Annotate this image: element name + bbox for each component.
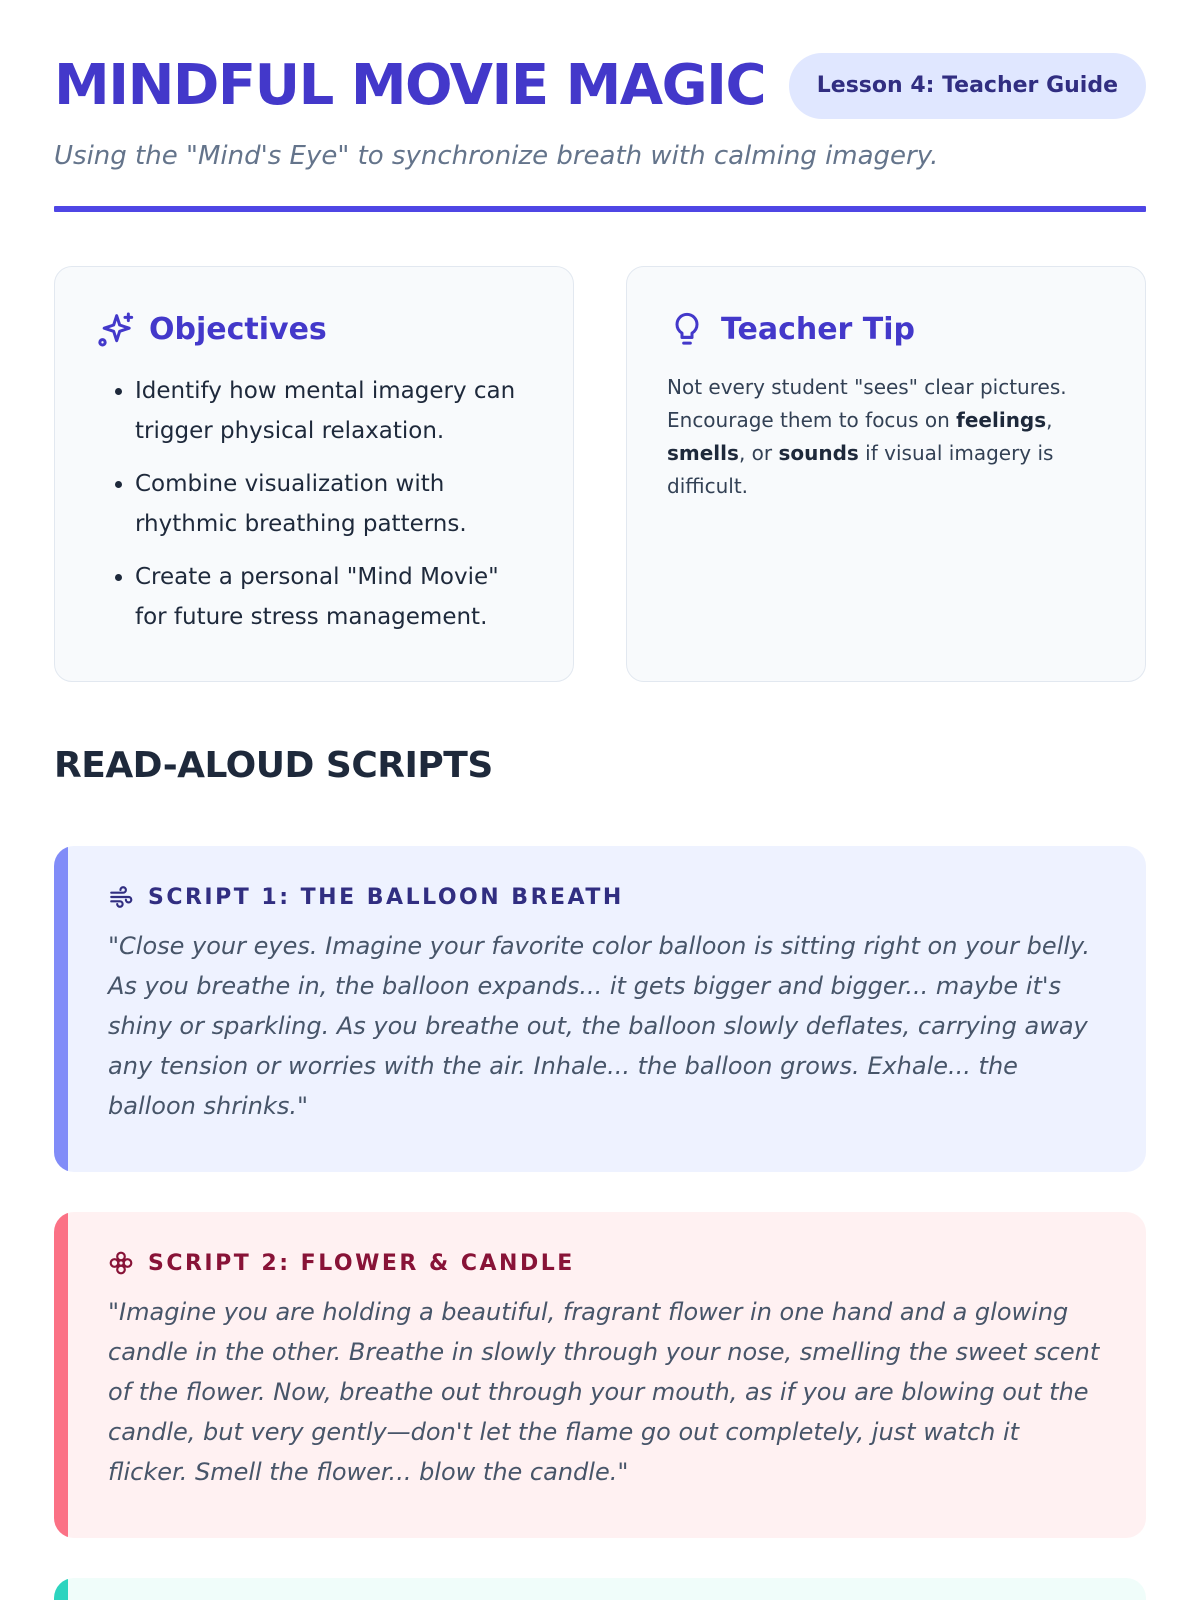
- page-subtitle: Using the "Mind's Eye" to synchronize breath with calming imagery.: [54, 141, 939, 171]
- script-card-balloon: [54, 846, 1146, 1172]
- tip-emphasis-smells: smells: [667, 441, 739, 465]
- script-title: SCRIPT 1: THE BALLOON BREATH: [148, 884, 624, 910]
- lesson-badge: Lesson 4: Teacher Guide: [789, 53, 1146, 119]
- objectives-list: [95, 371, 533, 637]
- teacher-tip-card: [626, 266, 1146, 682]
- tip-text-part: ,: [1046, 408, 1053, 432]
- header-divider: [54, 206, 1146, 212]
- tip-text-part: if visual imagery is difficult.: [667, 441, 1054, 498]
- section-title: READ-ALOUD SCRIPTS: [54, 745, 493, 786]
- tip-emphasis-sounds: sounds: [778, 441, 859, 465]
- page-title: MINDFUL MOVIE MAGIC: [54, 53, 766, 118]
- info-cards: [54, 266, 1146, 682]
- script-header: [108, 882, 1100, 912]
- tip-text-part: Not every student "sees" clear pictures. Encourage them to focus on: [667, 375, 1067, 432]
- lightbulb-icon: [667, 309, 707, 349]
- script-title: SCRIPT 2: FLOWER & CANDLE: [148, 1250, 575, 1276]
- script-text: "Imagine you are holding a beautiful, fragrant flower in one hand and a glowing candle in the other. Breathe in slowly through your nose, smelling the sweet scent of the flower. Now, breathe out through your mouth, as if you are blowing out the candle, but very gently—don't let the flame go out completely, just watch it flicker. Smell the flower... blow the candle.": [108, 1298, 1100, 1486]
- teacher-tip-title: Teacher Tip: [721, 311, 916, 347]
- list-item: • Combine visualization with rhythmic breathing patterns.: [135, 464, 533, 544]
- objectives-title: Objectives: [149, 311, 327, 347]
- script-card-partial: [54, 1578, 1146, 1600]
- list-item: • Create a personal "Mind Movie" for future stress management.: [135, 557, 533, 637]
- script-header: [108, 1248, 1100, 1278]
- script-card-flower-candle: [54, 1212, 1146, 1538]
- script-text: "Close your eyes. Imagine your favorite color balloon is sitting right on your belly. As you breathe in, the balloon expands... it gets bigger and bigger... maybe it's shiny or sparkling. As you breathe out, the balloon slowly deflates, carrying away any tension or worries with the air. Inhale... the balloon grows. Exhale... the balloon shrinks.": [108, 932, 1090, 1120]
- list-item: • Identify how mental imagery can trigger physical relaxation.: [135, 371, 533, 451]
- wind-icon: [108, 884, 134, 910]
- tip-text-part: , or: [738, 441, 779, 465]
- flower-icon: [108, 1250, 134, 1276]
- header: [54, 0, 1146, 119]
- teacher-tip-text: [667, 371, 1105, 503]
- teacher-tip-header: [667, 307, 1105, 351]
- objectives-header: [95, 307, 533, 351]
- objectives-card: [54, 266, 574, 682]
- tip-emphasis-feelings: feelings: [956, 408, 1047, 432]
- sparkles-icon: [95, 309, 135, 349]
